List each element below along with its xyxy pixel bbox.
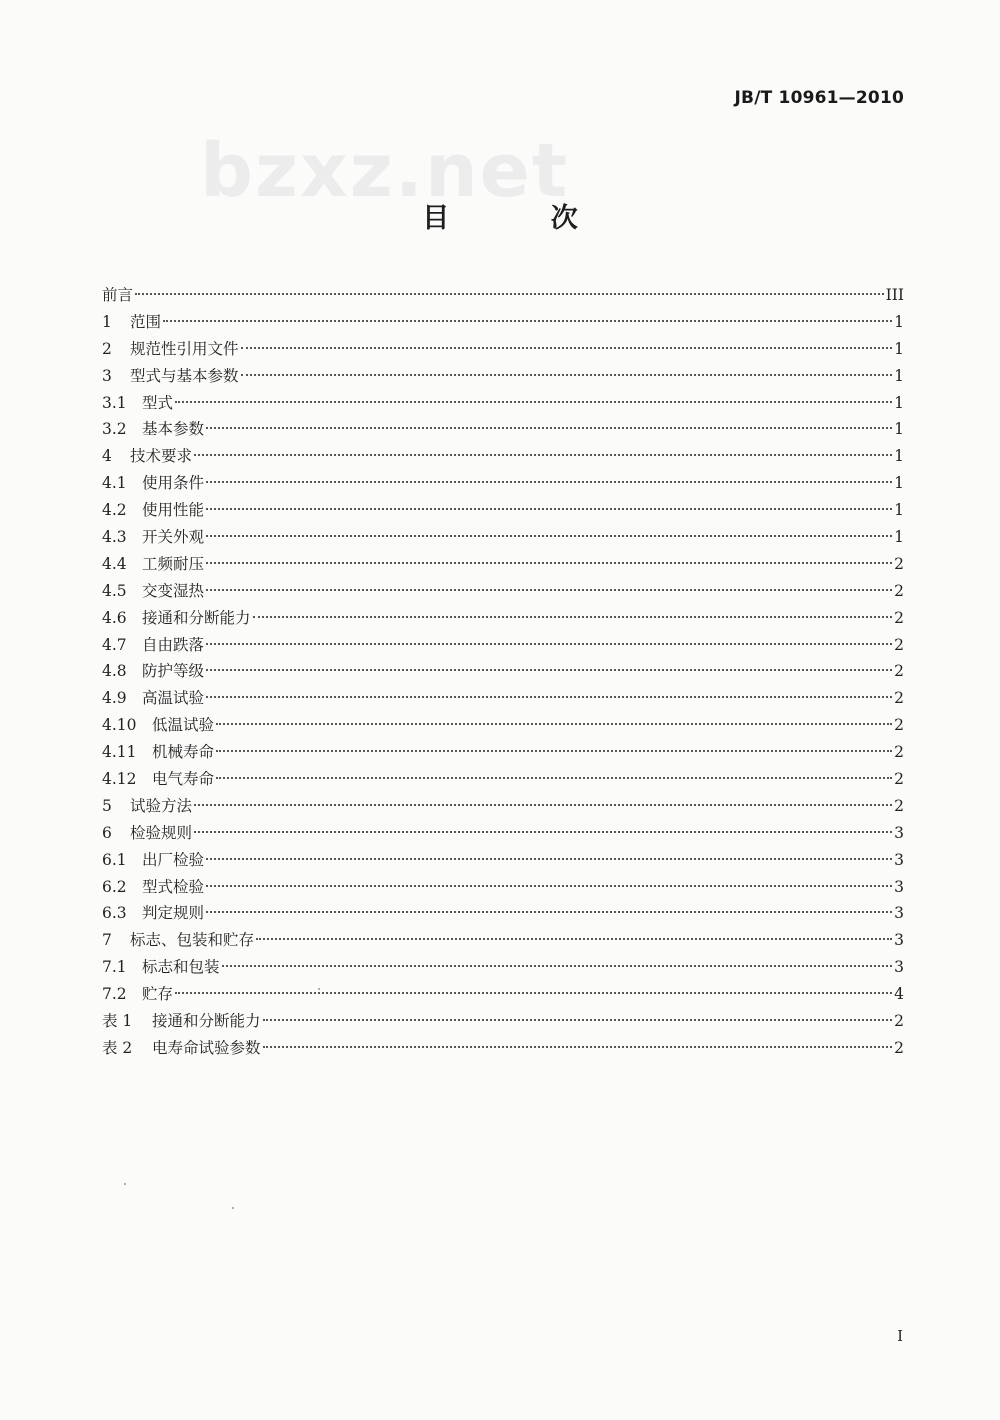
- scan-speck: [232, 1207, 234, 1209]
- toc-entry-number: 4.6: [102, 608, 127, 627]
- toc-entry[interactable]: [102, 658, 904, 685]
- dot-leader: [194, 831, 892, 833]
- table-of-contents: [102, 282, 904, 1062]
- toc-entry-label: 机械寿命: [152, 743, 215, 762]
- dot-leader: [206, 562, 892, 564]
- dot-leader: [253, 616, 893, 618]
- toc-entry[interactable]: [102, 954, 904, 981]
- toc-entry-page: 2: [894, 635, 904, 654]
- toc-entry[interactable]: [102, 900, 904, 927]
- toc-entry-number: 4.12: [102, 770, 137, 789]
- dot-leader: [206, 589, 892, 591]
- toc-entry-number: 4.9: [102, 689, 127, 708]
- toc-entry-page: 3: [894, 850, 904, 869]
- toc-entry-label: 贮存: [142, 985, 174, 1004]
- toc-entry-number: 4.2: [102, 501, 127, 520]
- toc-entry-number: 4.10: [102, 716, 137, 735]
- toc-entry-page: 2: [894, 716, 904, 735]
- dot-leader: [241, 374, 893, 376]
- toc-entry-page: 3: [894, 931, 904, 950]
- toc-entry-page: 4: [894, 985, 904, 1004]
- toc-entry-label: 接通和分断能力: [152, 1012, 261, 1031]
- toc-entry-page: 3: [894, 904, 904, 923]
- dot-leader: [194, 804, 892, 806]
- toc-entry-number: 6: [102, 823, 112, 842]
- dot-leader: [263, 1019, 893, 1021]
- standard-code: JB/T 10961—2010: [734, 88, 904, 108]
- dot-leader: [163, 320, 892, 322]
- toc-entry-page: 1: [894, 501, 904, 520]
- toc-entry[interactable]: [102, 497, 904, 524]
- toc-entry-number: 4.1: [102, 474, 127, 493]
- toc-entry-number: 4.4: [102, 554, 127, 573]
- toc-entry-number: 4.5: [102, 581, 127, 600]
- toc-entry-page: III: [885, 286, 904, 304]
- toc-entry-number: 7.1: [102, 958, 127, 977]
- dot-leader: [194, 454, 892, 456]
- page-number: I: [897, 1327, 903, 1345]
- dot-leader: [206, 885, 892, 887]
- dot-leader: [206, 858, 892, 860]
- toc-entry-page: 1: [894, 420, 904, 439]
- dot-leader: [135, 293, 884, 295]
- toc-entry[interactable]: [102, 712, 904, 739]
- toc-entry-label: 电气寿命: [152, 770, 215, 789]
- dot-leader: [216, 750, 892, 752]
- toc-entry[interactable]: [102, 605, 904, 632]
- toc-entry[interactable]: [102, 363, 904, 390]
- toc-entry-number: 1: [102, 312, 112, 331]
- toc-entry[interactable]: [102, 874, 904, 901]
- dot-leader: [222, 965, 893, 967]
- toc-entry-number: 2: [102, 339, 112, 358]
- toc-entry-label: 交变湿热: [142, 581, 205, 600]
- toc-entry-page: 1: [894, 366, 904, 385]
- toc-entry-label: 规范性引用文件: [130, 339, 239, 358]
- scan-speck: [318, 988, 320, 990]
- dot-leader: [241, 347, 893, 349]
- toc-entry-label: 基本参数: [142, 420, 205, 439]
- toc-entry-page: 2: [894, 554, 904, 573]
- toc-entry-label: 高温试验: [142, 689, 205, 708]
- toc-entry-page: 2: [894, 743, 904, 762]
- toc-entry-label: 标志和包装: [142, 958, 220, 977]
- toc-entry-number: 3.1: [102, 393, 127, 412]
- toc-entry-number: 3: [102, 366, 112, 385]
- toc-entry-label: 前言: [102, 286, 134, 304]
- toc-entry-label: 使用条件: [142, 474, 205, 493]
- toc-entry-page: 3: [894, 877, 904, 896]
- toc-entry-number: 4: [102, 447, 112, 466]
- dot-leader: [216, 777, 892, 779]
- toc-entry[interactable]: [102, 551, 904, 578]
- dot-leader: [206, 427, 892, 429]
- toc-entry-label: 标志、包装和贮存: [130, 931, 255, 950]
- toc-entry[interactable]: [102, 632, 904, 659]
- toc-entry-page: 3: [894, 823, 904, 842]
- toc-entry[interactable]: [102, 685, 904, 712]
- toc-entry[interactable]: [102, 847, 904, 874]
- toc-entry-label: 防护等级: [142, 662, 205, 681]
- toc-entry-page: 2: [894, 581, 904, 600]
- toc-entry-page: 2: [894, 796, 904, 815]
- toc-entry[interactable]: [102, 443, 904, 470]
- toc-entry-label: 范围: [130, 312, 162, 331]
- toc-entry-number: 4.7: [102, 635, 127, 654]
- dot-leader: [175, 992, 892, 994]
- toc-entry[interactable]: [102, 739, 904, 766]
- toc-entry-page: 3: [894, 958, 904, 977]
- toc-entry-label: 使用性能: [142, 501, 205, 520]
- toc-entry-page: 1: [894, 447, 904, 466]
- toc-entry-number: 4.3: [102, 528, 127, 547]
- dot-leader: [175, 401, 892, 403]
- toc-entry[interactable]: [102, 766, 904, 793]
- toc-entry-page: 1: [894, 312, 904, 331]
- dot-leader: [206, 911, 892, 913]
- toc-entry-label: 自由跌落: [142, 635, 205, 654]
- scan-speck: [124, 1183, 126, 1185]
- toc-entry-label: 电寿命试验参数: [152, 1038, 261, 1057]
- toc-entry-page: 2: [894, 689, 904, 708]
- dot-leader: [206, 669, 892, 671]
- toc-entry-label: 型式: [142, 393, 174, 412]
- dot-leader: [206, 696, 892, 698]
- toc-entry-label: 开关外观: [142, 528, 205, 547]
- toc-entry-number: 6.2: [102, 877, 127, 896]
- toc-entry-label: 判定规则: [142, 904, 205, 923]
- toc-entry-page: 2: [894, 1038, 904, 1057]
- toc-entry-number: 7: [102, 931, 112, 950]
- toc-entry[interactable]: [102, 336, 904, 363]
- toc-entry-number: 3.2: [102, 420, 127, 439]
- toc-entry-number: 表 2: [102, 1038, 133, 1057]
- toc-entry[interactable]: [102, 578, 904, 605]
- toc-entry[interactable]: [102, 793, 904, 820]
- toc-entry[interactable]: [102, 981, 904, 1008]
- toc-entry-label: 型式与基本参数: [130, 366, 239, 385]
- toc-entry[interactable]: [102, 1035, 904, 1062]
- toc-entry-label: 低温试验: [152, 716, 215, 735]
- toc-entry-page: 2: [894, 1012, 904, 1031]
- toc-entry[interactable]: [102, 416, 904, 443]
- toc-entry[interactable]: [102, 309, 904, 336]
- toc-entry[interactable]: [102, 927, 904, 954]
- toc-entry[interactable]: [102, 282, 904, 309]
- toc-entry-label: 技术要求: [130, 447, 193, 466]
- toc-entry-page: 1: [894, 528, 904, 547]
- toc-entry-label: 试验方法: [130, 796, 193, 815]
- toc-entry-label: 型式检验: [142, 877, 205, 896]
- toc-entry-page: 1: [894, 393, 904, 412]
- toc-title: 目 次: [422, 203, 624, 234]
- toc-entry[interactable]: [102, 1008, 904, 1035]
- dot-leader: [206, 535, 892, 537]
- toc-entry[interactable]: [102, 390, 904, 417]
- watermark: bzxz.net: [200, 128, 570, 214]
- dot-leader: [216, 723, 892, 725]
- dot-leader: [206, 643, 892, 645]
- toc-entry[interactable]: [102, 820, 904, 847]
- toc-entry-page: 1: [894, 474, 904, 493]
- toc-entry-label: 出厂检验: [142, 850, 205, 869]
- toc-entry-number: 6.3: [102, 904, 127, 923]
- toc-entry-page: 2: [894, 770, 904, 789]
- toc-entry-number: 6.1: [102, 850, 127, 869]
- toc-entry-page: 2: [894, 662, 904, 681]
- toc-entry-label: 接通和分断能力: [142, 608, 251, 627]
- dot-leader: [256, 938, 892, 940]
- toc-entry-label: 工频耐压: [142, 554, 205, 573]
- toc-entry-number: 7.2: [102, 985, 127, 1004]
- toc-entry[interactable]: [102, 524, 904, 551]
- toc-entry-number: 表 1: [102, 1012, 133, 1031]
- toc-entry-label: 检验规则: [130, 823, 193, 842]
- toc-entry-number: 4.8: [102, 662, 127, 681]
- dot-leader: [206, 481, 892, 483]
- dot-leader: [263, 1046, 893, 1048]
- toc-entry-number: 4.11: [102, 743, 137, 762]
- dot-leader: [206, 508, 892, 510]
- toc-entry-number: 5: [102, 796, 112, 815]
- toc-entry-page: 1: [894, 339, 904, 358]
- toc-entry-page: 2: [894, 608, 904, 627]
- toc-entry[interactable]: [102, 470, 904, 497]
